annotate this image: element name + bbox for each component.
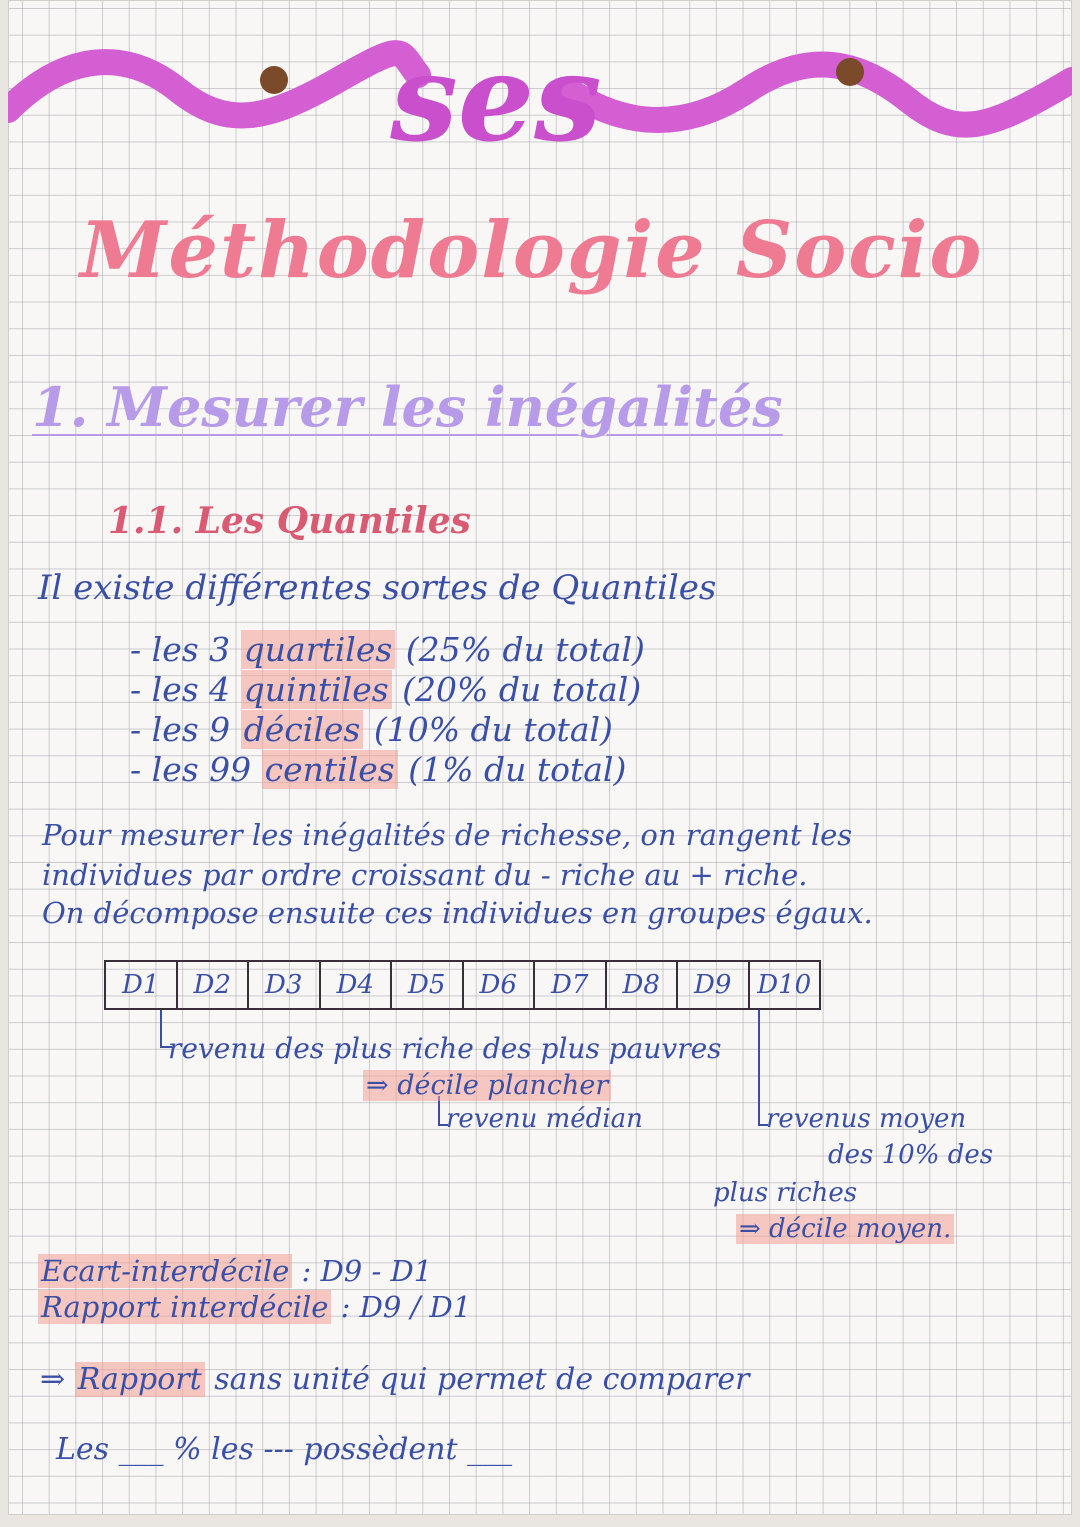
formula-ecart: Ecart-interdécile : D9 - D1 — [38, 1254, 432, 1288]
decile-cell: D7 — [535, 962, 607, 1008]
notebook-page — [8, 0, 1072, 1515]
section-heading: 1. Mesurer les inégalités — [32, 375, 783, 439]
pin-right-icon — [836, 58, 864, 86]
paragraph-line-2: individues par ordre croissant du - riche au + riche. — [42, 858, 808, 892]
quantile-list — [130, 630, 645, 790]
highlight: centiles — [262, 750, 398, 789]
list-item: - les 9 déciles (10% du total) — [130, 710, 613, 749]
page-title: Méthodologie Socio — [80, 205, 984, 296]
formula-rapport: Rapport interdécile : D9 / D1 — [38, 1290, 471, 1324]
ses-banner — [8, 20, 1072, 180]
banner-ribbon-right — [568, 65, 1072, 125]
list-item: - les 3 quartiles (25% du total) — [130, 630, 645, 669]
pin-left-icon — [260, 66, 288, 94]
banner-ribbon-left — [8, 53, 418, 115]
annotation-d5: revenu médian — [446, 1104, 643, 1134]
annotation-d1-name: ⇒ décile plancher — [363, 1070, 611, 1101]
decile-cell: D1 — [106, 962, 178, 1008]
note-line: ⇒ Rapport sans unité qui permet de comparer — [40, 1362, 750, 1397]
decile-cell: D2 — [178, 962, 250, 1008]
decile-table — [104, 960, 821, 1010]
annotation-d10-line-2: des 10% des — [828, 1140, 994, 1170]
decile-cell: D4 — [321, 962, 393, 1008]
decile-cell: D5 — [392, 962, 464, 1008]
fill-in-line: Les ___ % les --- possèdent ___ — [56, 1432, 513, 1467]
decile-cell: D6 — [464, 962, 536, 1008]
paragraph-line-3: On décompose ensuite ces individues en groupes égaux. — [42, 896, 873, 930]
list-item: - les 4 quintiles (20% du total) — [130, 670, 642, 709]
decile-cell: D9 — [678, 962, 750, 1008]
paragraph-line-1: Pour mesurer les inégalités de richesse, on rangent les — [42, 818, 853, 852]
highlight: quartiles — [241, 630, 396, 669]
annotation-d10-line-1: revenus moyen — [766, 1104, 967, 1134]
decile-cell: D10 — [757, 970, 812, 1000]
banner-word: ses — [390, 28, 602, 169]
decile-cell: D3 — [249, 962, 321, 1008]
highlight: déciles — [241, 710, 364, 749]
list-item: - les 99 centiles (1% du total) — [130, 750, 627, 789]
subsection-heading: 1.1. Les Quantiles — [108, 500, 471, 542]
highlight: quintiles — [241, 670, 392, 709]
annotation-d10-name: ⇒ décile moyen. — [736, 1214, 954, 1244]
annotation-d10-line-3: plus riches — [713, 1178, 858, 1208]
decile-cell: D8 — [607, 962, 679, 1008]
arrow-icon: ⇒ — [40, 1362, 66, 1397]
intro-line: Il existe différentes sortes de Quantiles — [38, 568, 717, 608]
annotation-d1: revenu des plus riche des plus pauvres — [168, 1032, 722, 1065]
